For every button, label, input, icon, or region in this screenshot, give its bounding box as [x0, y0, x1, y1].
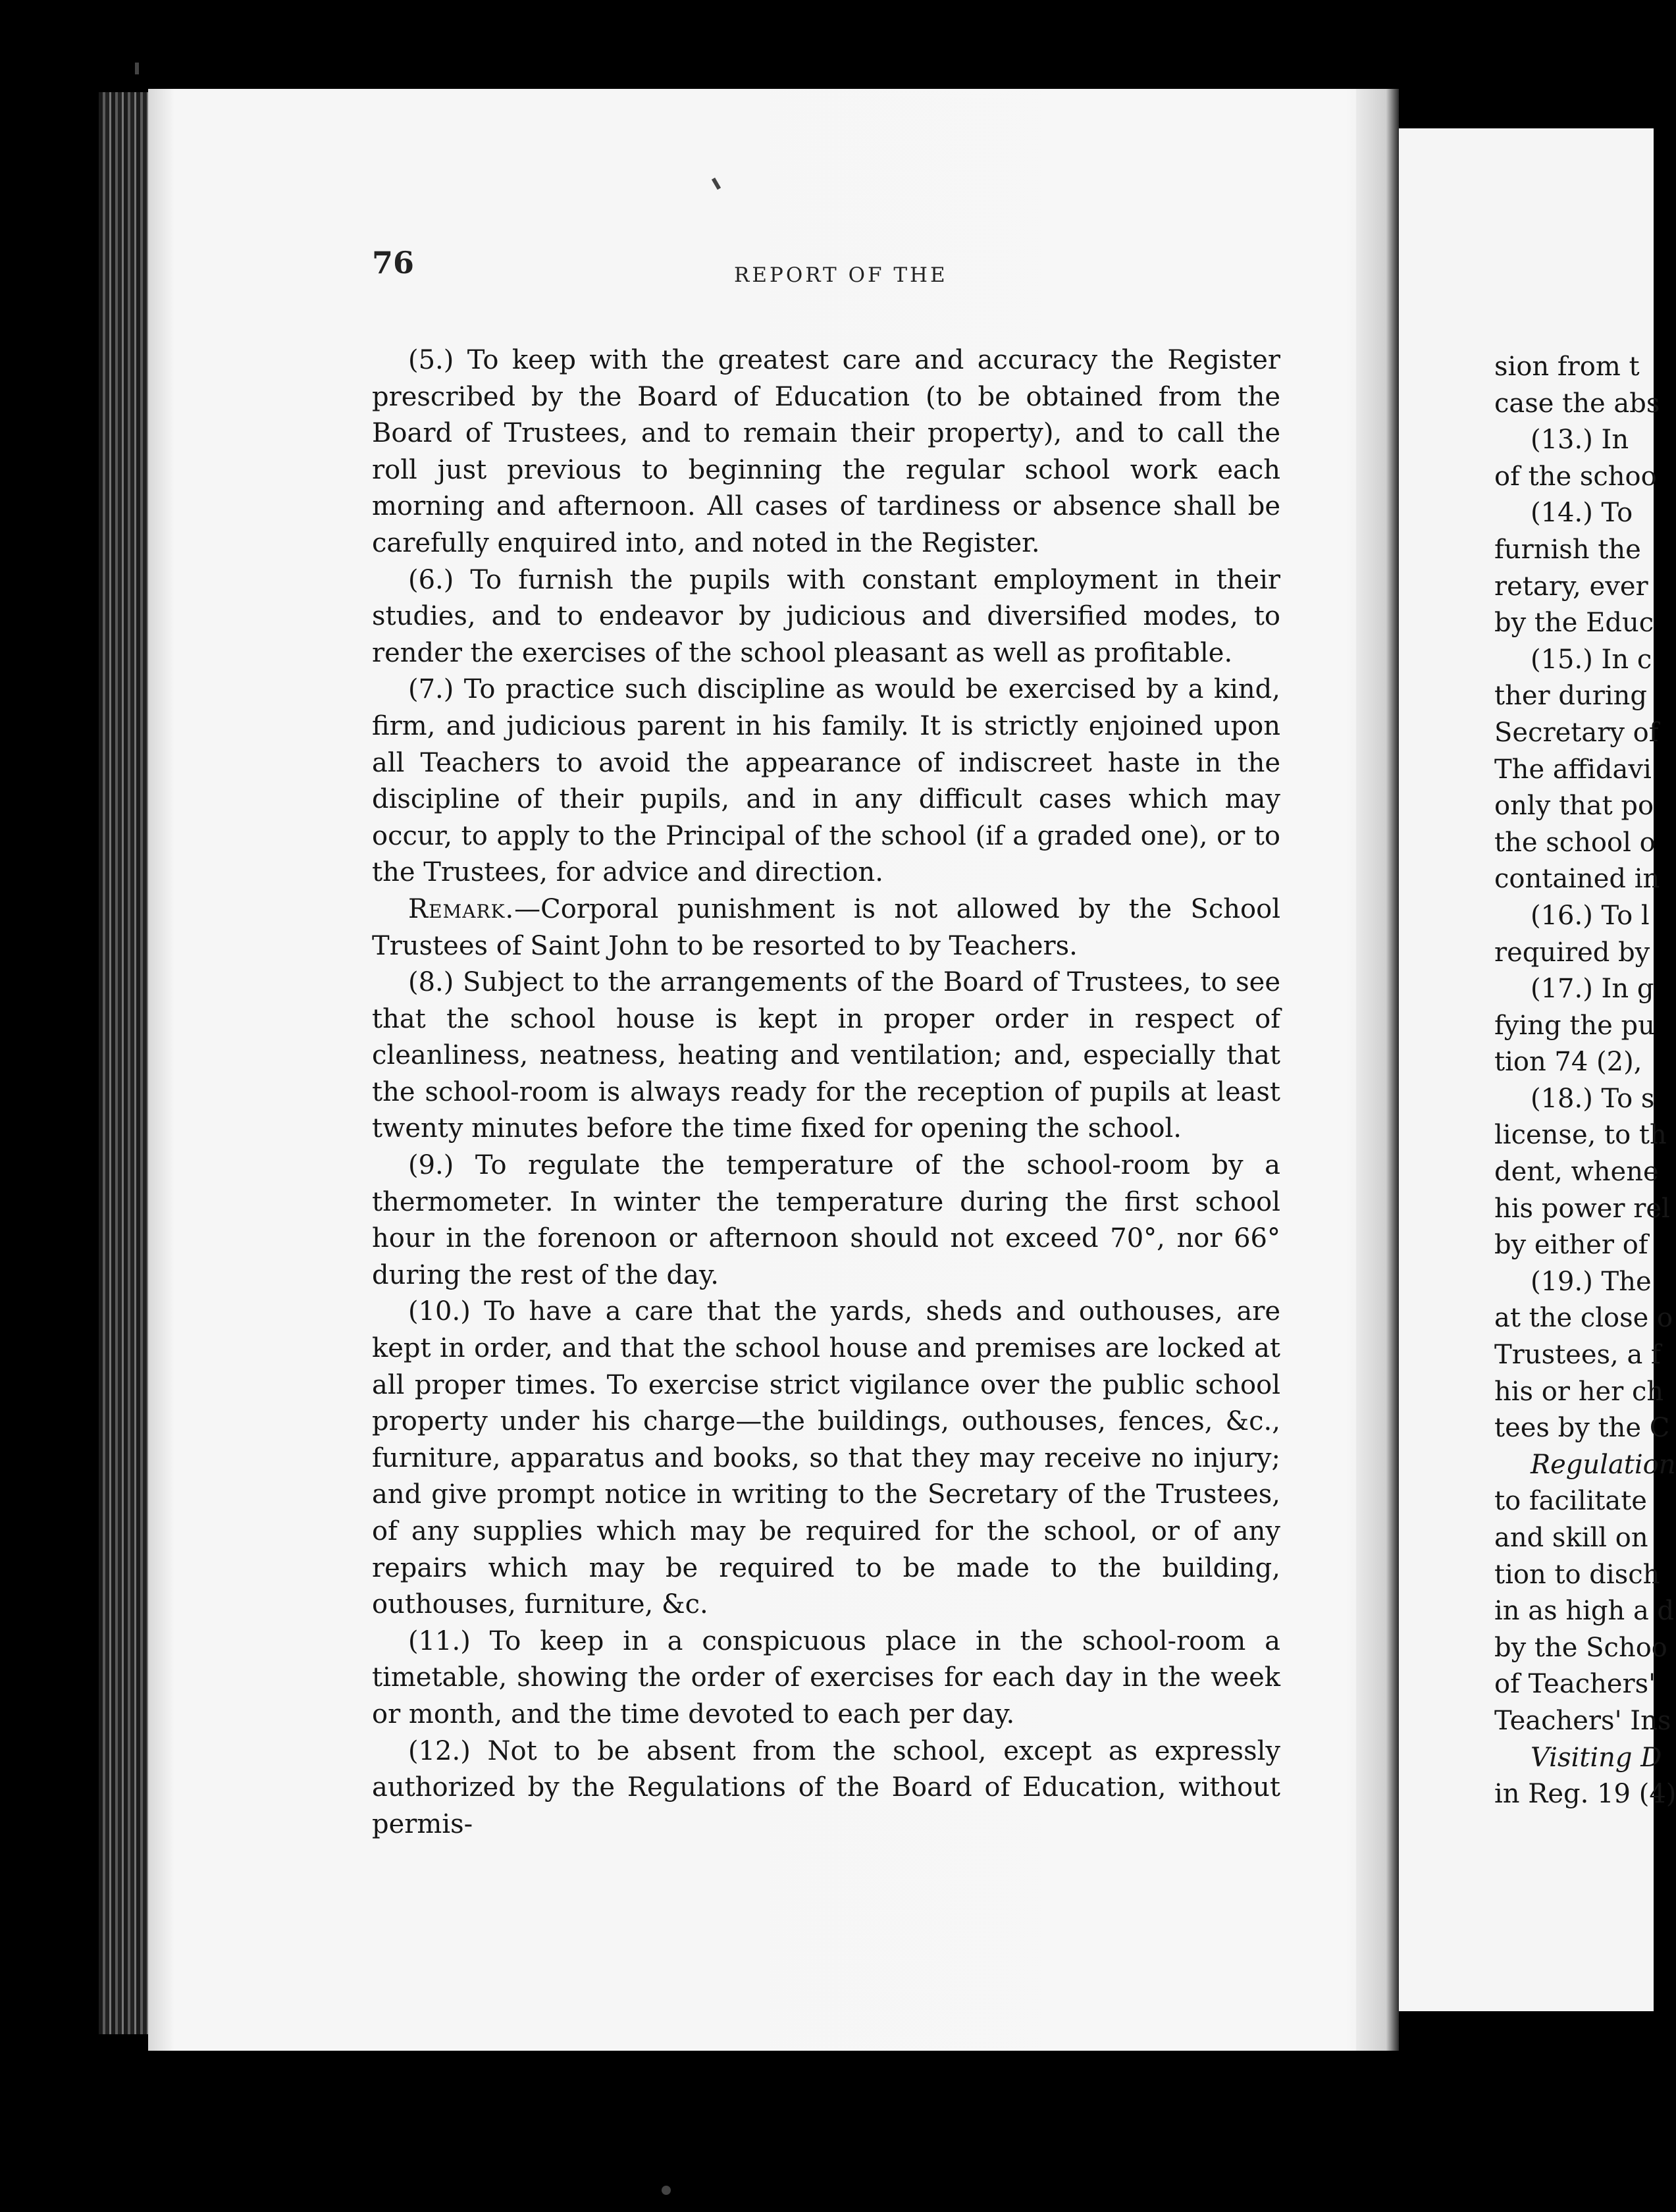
- scan-speck: [135, 63, 139, 74]
- paragraph-12: (12.) Not to be absent from the school, except as expressly authorized by the Regulations of the Board of Education, without permis-: [372, 1735, 1280, 1839]
- right-line: contained in: [1494, 864, 1660, 895]
- right-line: license, to th: [1494, 1120, 1667, 1151]
- right-line: in Reg. 19 (4): [1494, 1779, 1676, 1810]
- right-line: tion 74 (2),: [1494, 1047, 1642, 1078]
- right-line: to facilitate: [1494, 1486, 1647, 1517]
- right-line: Secretary of: [1494, 717, 1659, 748]
- right-line: by either of: [1494, 1230, 1648, 1261]
- right-line: Trustees, a f: [1494, 1340, 1661, 1371]
- right-line: of Teachers': [1494, 1669, 1656, 1700]
- running-head: REPORT OF THE: [734, 263, 948, 287]
- right-line: the school o: [1494, 827, 1656, 858]
- page-number: 76: [372, 245, 415, 280]
- right-line: sion from t: [1494, 352, 1640, 382]
- paragraph-8: (8.) Subject to the arrangements of the Board of Trustees, to see that the school house is kept in proper order in respect of cleanliness, neatness, heating and ventilation; and, especially that the school-room is always ready for the reception of pupils at least twenty minutes before the time fixed for opening the school.: [372, 967, 1280, 1144]
- scan-speck: [662, 2186, 671, 2195]
- right-line: in as high a d: [1494, 1596, 1675, 1627]
- right-line: Visiting D: [1531, 1742, 1662, 1773]
- right-line: tion to disch: [1494, 1559, 1660, 1590]
- right-line: by the Educ: [1494, 608, 1654, 639]
- right-line: (18.) To s: [1531, 1083, 1655, 1114]
- right-line: retary, ever: [1494, 571, 1648, 602]
- right-line: by the Schoo: [1494, 1632, 1667, 1663]
- right-line: (17.) In g: [1531, 974, 1654, 1005]
- right-line: and skill on: [1494, 1523, 1648, 1553]
- page-gutter: [1356, 89, 1399, 2051]
- right-line: ther during: [1494, 681, 1647, 712]
- paragraph-9: (9.) To regulate the temperature of the school-room by a thermometer. In winter the temperature during the first school hour in the forenoon or afternoon should not exceed 70°, nor 66° during the rest of the day.: [372, 1150, 1280, 1290]
- right-line: The affidavi: [1494, 754, 1652, 785]
- paragraph-5: (5.) To keep with the greatest care and accuracy the Register prescribed by the Board of Education (to be obtained from the Board of Trustees, and to remain their property), and to call the roll just previous to beginning the regular school work each morning and afternoon. All cases of tardiness or absence shall be carefully enquired into, and noted in the Register.: [372, 345, 1280, 558]
- right-line: (13.) In: [1531, 425, 1629, 456]
- right-line: furnish the: [1494, 534, 1641, 565]
- right-line: fying the pu: [1494, 1010, 1655, 1041]
- right-line: his or her ch: [1494, 1376, 1664, 1407]
- right-line: required by: [1494, 937, 1650, 968]
- right-line: at the close o: [1494, 1303, 1673, 1334]
- paragraph-6: (6.) To furnish the pupils with constant employment in their studies, and to endeavor by judicious and diversified modes, to render the exercises of the school pleasant as well as profitable.: [372, 564, 1280, 668]
- paragraph-11: (11.) To keep in a conspicuous place in the school-room a timetable, showing the order of exercises for each day in the week or month, and the time devoted to each per day.: [372, 1625, 1280, 1729]
- main-text-column: [372, 342, 1280, 1843]
- right-line: Teachers' Ins: [1494, 1705, 1671, 1736]
- right-line: his power rel: [1494, 1193, 1670, 1224]
- paragraph-10: (10.) To have a care that the yards, sheds and outhouses, are kept in order, and that the school house and premises are locked at all proper times. To exercise strict vigilance over the public school property under his charge—the buildings, outhouses, fences, &c., furniture, apparatus and books, so that they may receive no injury; and give prompt notice in writing to the Secretary of the Trustees, of any supplies which may be required for the school, or of any repairs which may be required to be made to the building, outhouses, furniture, &c.: [372, 1296, 1280, 1620]
- remark-paragraph: [372, 891, 1280, 964]
- right-line: dent, whene: [1494, 1157, 1659, 1188]
- remark-text: —Corporal punishment is not allowed by the School Trustees of Saint John to be resorted to by Teachers.: [372, 893, 1280, 961]
- right-line: case the abs: [1494, 388, 1660, 419]
- right-page-text: [1494, 349, 1676, 1813]
- right-line: tees by the C: [1494, 1413, 1670, 1444]
- right-line: (15.) In c: [1531, 644, 1652, 675]
- remark-label: Remark.: [408, 893, 515, 924]
- right-line: only that po: [1494, 791, 1654, 822]
- book-spine-edge: [99, 92, 151, 2034]
- right-line: (14.) To: [1531, 498, 1633, 529]
- right-line: (16.) To l: [1531, 900, 1650, 931]
- right-line: of the schoo: [1494, 461, 1657, 492]
- right-line: (19.) The: [1531, 1266, 1652, 1297]
- paragraph-7: (7.) To practice such discipline as would be exercised by a kind, firm, and judicious parent in his family. It is strictly enjoined upon all Teachers to avoid the appearance of indiscreet haste in the discipline of their pupils, and in any difficult cases which may occur, to apply to the Principal of the school (if a graded one), or to the Trustees, for advice and direction.: [372, 674, 1280, 888]
- right-line: Regulation: [1531, 1449, 1676, 1480]
